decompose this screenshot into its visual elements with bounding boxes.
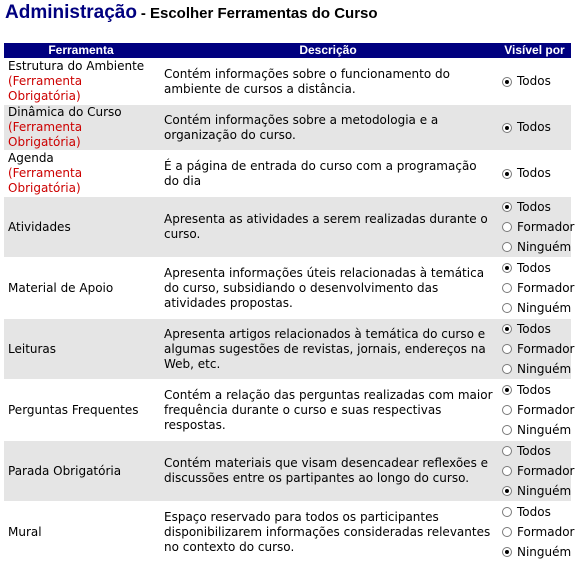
visibility-option-label: Formador (517, 464, 574, 479)
radio-unchecked-icon[interactable] (502, 425, 512, 435)
visibility-option-label: Todos (517, 166, 551, 181)
radio-unchecked-icon[interactable] (502, 466, 512, 476)
visibility-radio-todos[interactable] (502, 441, 571, 461)
table-row (4, 59, 571, 105)
tool-cell (4, 441, 158, 502)
tool-description: Apresenta informações úteis relacionadas à temática do curso, subsidiando o desenvolvimento das atividades propostas. (158, 258, 498, 319)
visibility-option-label: Formador (517, 281, 574, 296)
tool-description: Contém informações sobre a metodologia e a organização do curso. (158, 105, 498, 151)
page-title (5, 2, 378, 26)
visibility-radio-formador[interactable] (502, 217, 571, 237)
visibility-radio-formador[interactable] (502, 461, 571, 481)
visibility-option-label: Ninguém (517, 545, 571, 560)
tool-cell (4, 258, 158, 319)
visibility-option-label: Todos (517, 200, 551, 215)
radio-checked-icon[interactable] (502, 202, 512, 212)
tools-table-body (4, 59, 571, 562)
visibility-options (498, 197, 571, 258)
visibility-options (498, 258, 571, 319)
radio-unchecked-icon[interactable] (502, 303, 512, 313)
radio-checked-icon[interactable] (502, 547, 512, 557)
radio-checked-icon[interactable] (502, 77, 512, 87)
table-row (4, 380, 571, 441)
visibility-radio-todos[interactable] (502, 118, 571, 138)
visibility-radio-formador[interactable] (502, 522, 571, 542)
table-row (4, 105, 571, 151)
table-header-row (4, 43, 571, 59)
tool-cell (4, 502, 158, 562)
tool-cell (4, 380, 158, 441)
tool-name: Dinâmica do Curso (8, 105, 158, 120)
radio-unchecked-icon[interactable] (502, 507, 512, 517)
radio-unchecked-icon[interactable] (502, 446, 512, 456)
radio-unchecked-icon[interactable] (502, 527, 512, 537)
radio-checked-icon[interactable] (502, 123, 512, 133)
visibility-radio-todos[interactable] (502, 258, 571, 278)
required-tool-label: (Ferramenta Obrigatória) (8, 120, 158, 150)
visibility-option-label: Todos (517, 322, 551, 337)
visibility-radio-todos[interactable] (502, 380, 571, 400)
tool-name: Atividades (8, 220, 158, 235)
tool-description: Apresenta as atividades a serem realizadas durante o curso. (158, 197, 498, 258)
page-subtitle: - Escolher Ferramentas do Curso (141, 5, 378, 22)
visibility-option-label: Ninguém (517, 362, 571, 377)
table-row (4, 441, 571, 502)
visibility-option-label: Todos (517, 444, 551, 459)
radio-checked-icon[interactable] (502, 169, 512, 179)
visibility-radio-formador[interactable] (502, 400, 571, 420)
tool-name: Perguntas Frequentes (8, 403, 158, 418)
tool-name: Agenda (8, 151, 158, 166)
radio-checked-icon[interactable] (502, 486, 512, 496)
visibility-options (498, 319, 571, 380)
visibility-radio-todos[interactable] (502, 319, 571, 339)
radio-checked-icon[interactable] (502, 263, 512, 273)
radio-unchecked-icon[interactable] (502, 222, 512, 232)
visibility-option-label: Ninguém (517, 301, 571, 316)
visibility-option-label: Ninguém (517, 423, 571, 438)
tool-description: Contém a relação das perguntas realizadas com maior frequência durante o curso e suas respectivas respostas. (158, 380, 498, 441)
visibility-radio-ninguem[interactable] (502, 237, 571, 257)
radio-unchecked-icon[interactable] (502, 364, 512, 374)
tool-name: Material de Apoio (8, 281, 158, 296)
page-title-main: Administração (5, 2, 137, 23)
tools-table (4, 43, 571, 562)
visibility-option-label: Ninguém (517, 484, 571, 499)
table-row (4, 319, 571, 380)
visibility-options (498, 151, 571, 197)
tool-cell (4, 197, 158, 258)
visibility-options (498, 105, 571, 151)
column-header-visible: Visível por (498, 43, 571, 59)
required-tool-label: (Ferramenta Obrigatória) (8, 166, 158, 196)
table-row (4, 151, 571, 197)
table-row (4, 502, 571, 562)
radio-unchecked-icon[interactable] (502, 405, 512, 415)
column-header-tool: Ferramenta (4, 43, 158, 59)
radio-unchecked-icon[interactable] (502, 283, 512, 293)
tool-name: Leituras (8, 342, 158, 357)
visibility-option-label: Todos (517, 120, 551, 135)
visibility-radio-todos[interactable] (502, 197, 571, 217)
radio-checked-icon[interactable] (502, 324, 512, 334)
visibility-radio-ninguem[interactable] (502, 481, 571, 501)
radio-unchecked-icon[interactable] (502, 344, 512, 354)
visibility-radio-ninguem[interactable] (502, 542, 571, 562)
visibility-option-label: Formador (517, 525, 574, 540)
tool-description: Contém materiais que visam desencadear reflexões e discussões entre os partipantes ao longo do curso. (158, 441, 498, 502)
tool-description: Espaço reservado para todos os participantes disponibilizarem informações consideradas relevantes no contexto do curso. (158, 502, 498, 562)
visibility-radio-formador[interactable] (502, 278, 571, 298)
visibility-radio-todos[interactable] (502, 72, 571, 92)
tool-name: Parada Obrigatória (8, 464, 158, 479)
tool-description: Apresenta artigos relacionados à temática do curso e algumas sugestões de revistas, jornais, endereços na Web, etc. (158, 319, 498, 380)
visibility-options (498, 502, 571, 562)
table-row (4, 197, 571, 258)
visibility-options (498, 59, 571, 105)
visibility-radio-ninguem[interactable] (502, 359, 571, 379)
visibility-radio-ninguem[interactable] (502, 420, 571, 440)
tool-name: Estrutura do Ambiente (8, 59, 158, 74)
visibility-option-label: Formador (517, 220, 574, 235)
tool-cell (4, 319, 158, 380)
visibility-option-label: Formador (517, 342, 574, 357)
table-row (4, 258, 571, 319)
visibility-radio-todos[interactable] (502, 164, 571, 184)
tool-description: É a página de entrada do curso com a programação do dia (158, 151, 498, 197)
tool-description: Contém informações sobre o funcionamento do ambiente de cursos a distância. (158, 59, 498, 105)
required-tool-label: (Ferramenta Obrigatória) (8, 74, 158, 104)
visibility-options (498, 441, 571, 502)
visibility-option-label: Ninguém (517, 240, 571, 255)
tool-cell (4, 105, 158, 151)
visibility-option-label: Todos (517, 383, 551, 398)
tool-cell (4, 151, 158, 197)
radio-unchecked-icon[interactable] (502, 242, 512, 252)
tool-cell (4, 59, 158, 105)
visibility-options (498, 380, 571, 441)
visibility-option-label: Todos (517, 74, 551, 89)
radio-checked-icon[interactable] (502, 385, 512, 395)
visibility-radio-formador[interactable] (502, 339, 571, 359)
visibility-option-label: Todos (517, 505, 551, 520)
visibility-option-label: Formador (517, 403, 574, 418)
visibility-option-label: Todos (517, 261, 551, 276)
tool-name: Mural (8, 525, 158, 540)
visibility-radio-ninguem[interactable] (502, 298, 571, 318)
column-header-description: Descrição (158, 43, 498, 59)
visibility-radio-todos[interactable] (502, 502, 571, 522)
